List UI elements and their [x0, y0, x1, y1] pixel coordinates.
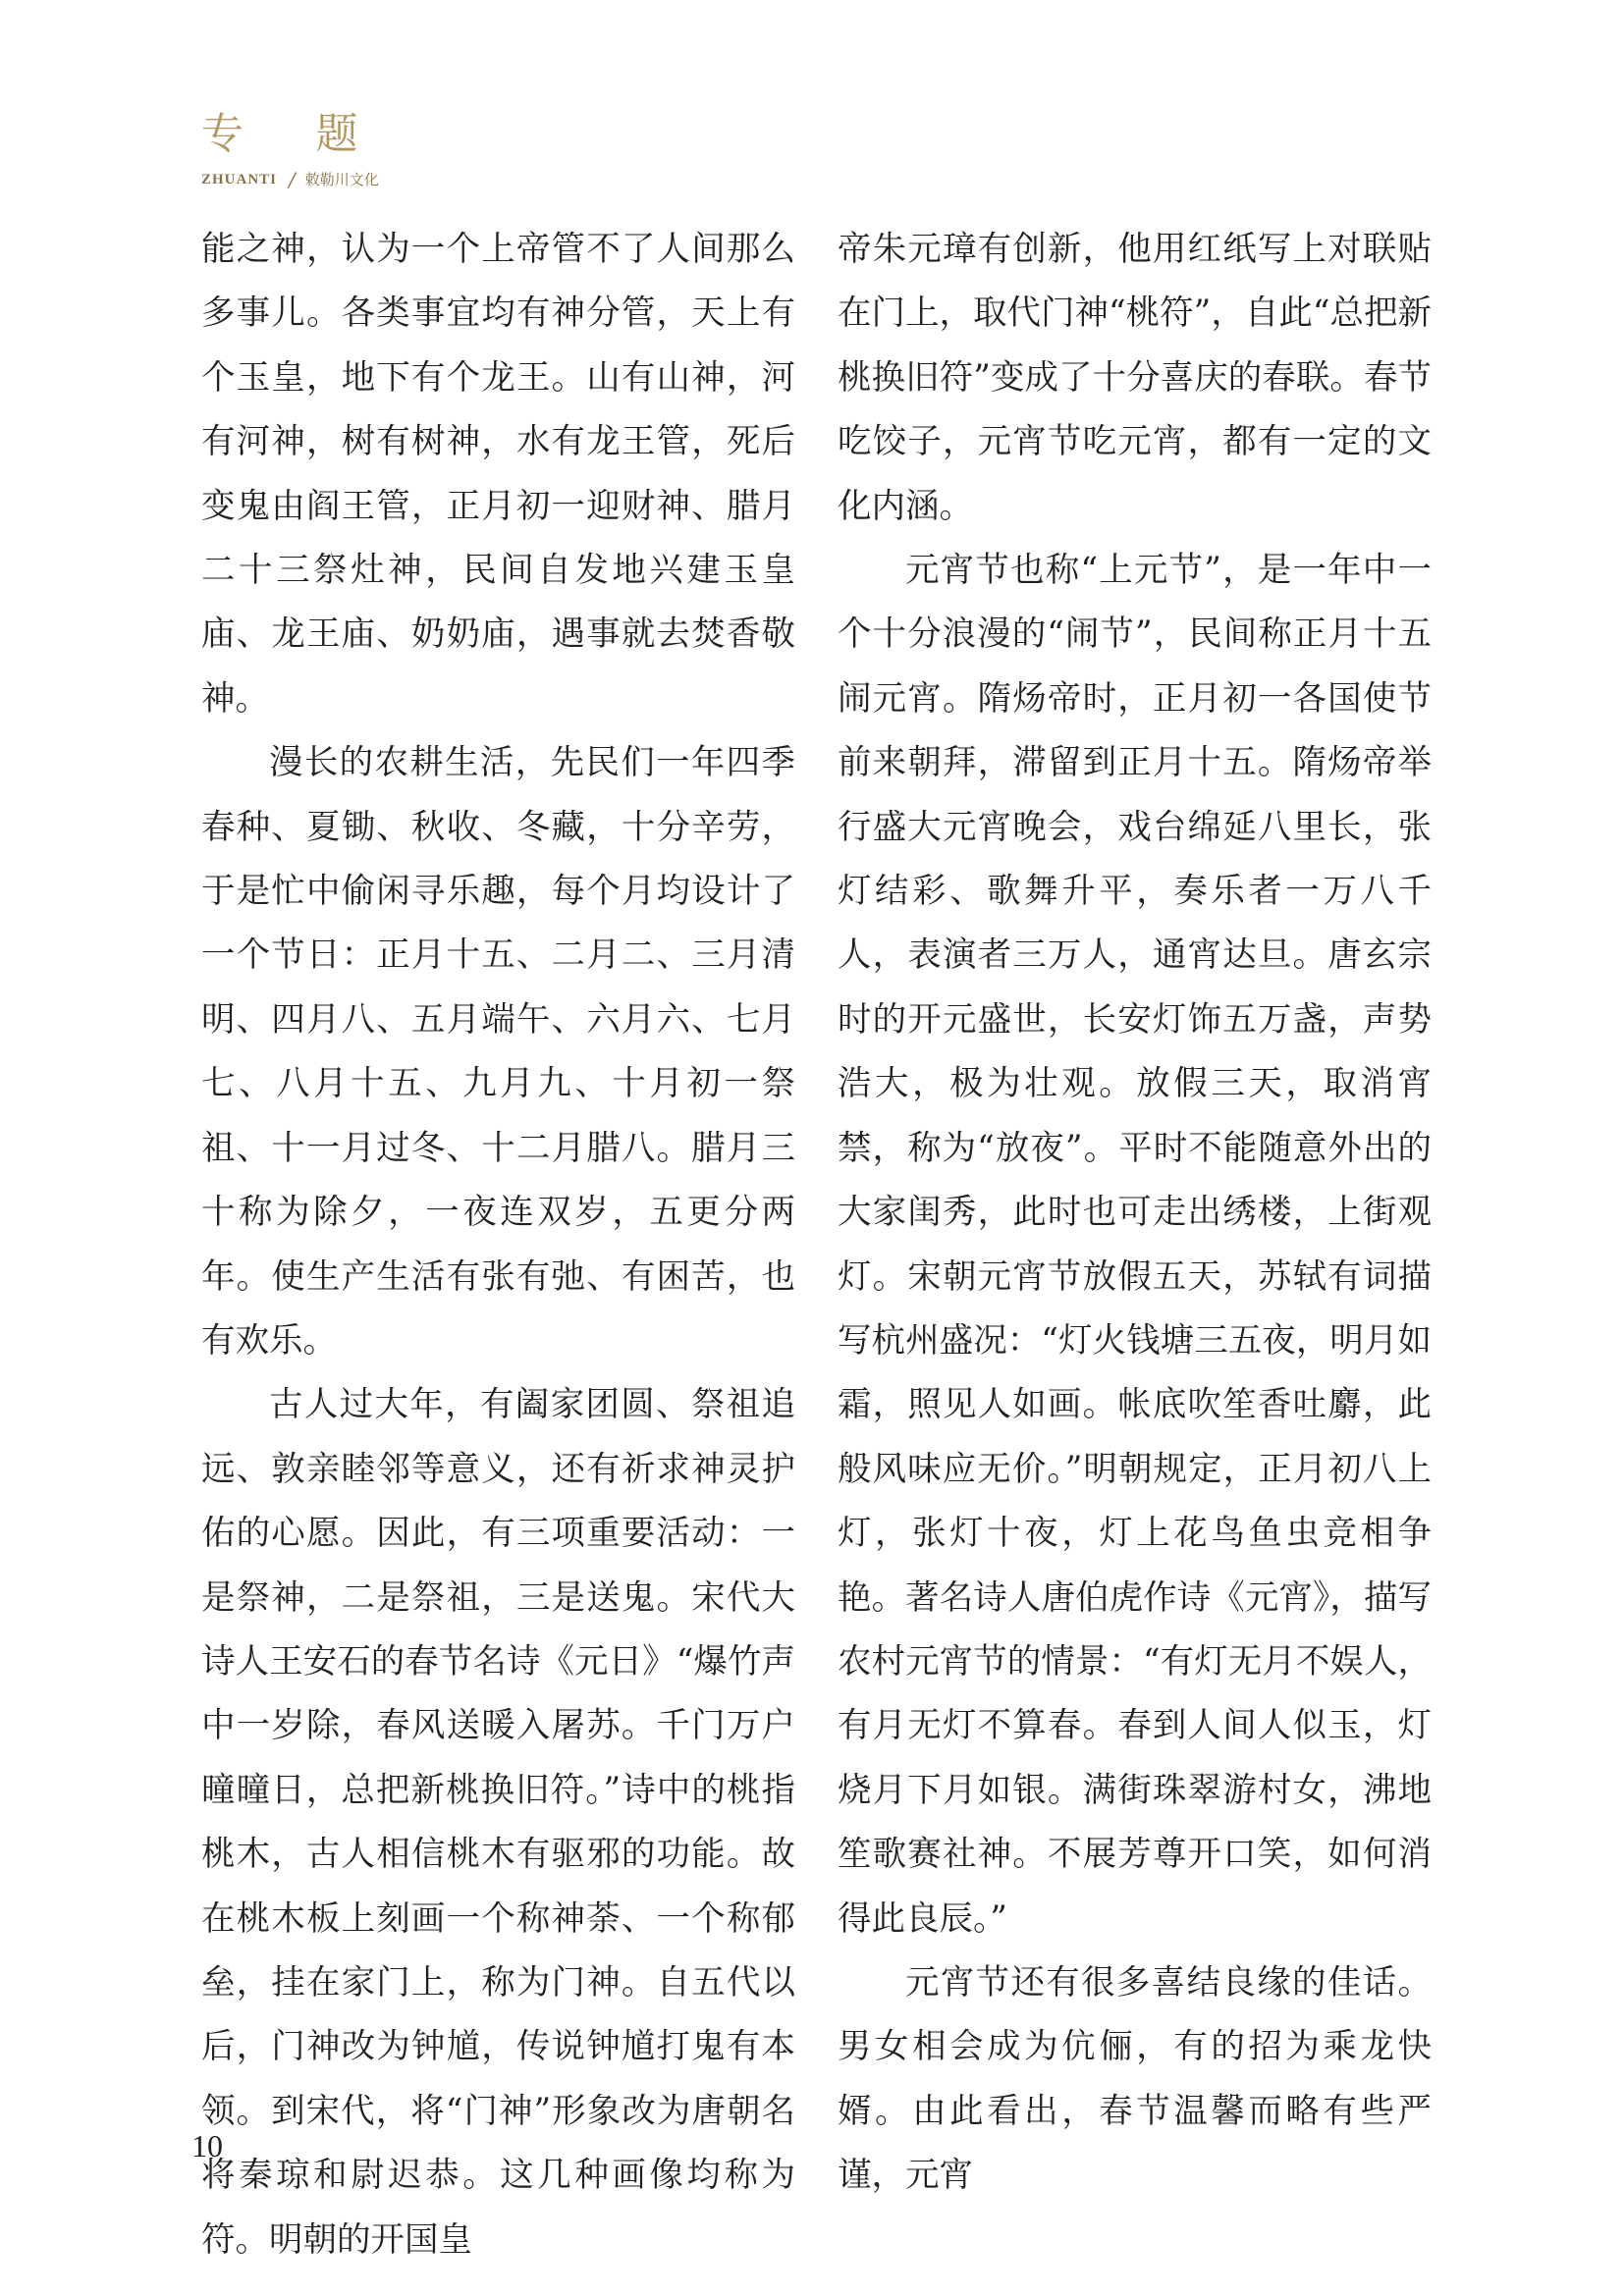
paragraph: 漫长的农耕生活，先民们一年四季春种、夏锄、秋收、冬藏，十分辛劳，于是忙中偷闲寻乐趣，每个月均设计了一个节日：正月十五、二月二、三月清明、四月八、五月端午、六月六、七月七、八月十五、九月九、十月初一祭祖、十一月过冬、十二月腊八。腊月三十称为除夕，一夜连双岁，五更分两年。使生产生活有张有弛、有困苦，也有欢乐。 — [201, 743, 795, 1361]
paragraph: 古人过大年，有阖家团圆、祭祖追远、敦亲睦邻等意义，还有祈求神灵护佑的心愿。因此，有三项重要活动：一是祭神，二是祭祖，三是送鬼。宋代大诗人王安石的春节名诗《元日》“爆竹声中一岁除，春风送暖入屠苏。千门万户曈曈日，总把新桃换旧符。”诗中的桃指桃木，古人相信桃木有驱邪的功能。故在桃木板上刻画一个称神荼、一个称郁垒，挂在家门上，称为门神。自五代以后，门神改为钟馗，传说钟馗打鬼有本领。到宋代，将“门神”形象改为唐朝名将秦琼和尉迟恭。这几种画像均称为符。明朝的开国皇 — [201, 1385, 795, 2260]
paragraph: 能之神，认为一个上帝管不了人间那么多事儿。各类事宜均有神分管，天上有个玉皇，地下有个龙王。山有山神，河有河神，树有树神，水有龙王管，死后变鬼由阎王管，正月初一迎财神、腊月二十三祭灶神，民间自发地兴建玉皇庙、龙王庙、奶奶庙，遇事就去焚香敬神。 — [201, 230, 795, 719]
left-text-column — [201, 218, 795, 2272]
page-header — [201, 110, 388, 191]
paragraph: 元宵节也称“上元节”，是一年中一个十分浪漫的“闹节”，民间称正月十五闹元宵。隋炀帝时，正月初一各国使节前来朝拜，滞留到正月十五。隋炀帝举行盛大元宵晚会，戏台绵延八里长，张灯结彩、歌舞升平，奏乐者一万八千人，表演者三万人，通宵达旦。唐玄宗时的开元盛世，长安灯饰五万盏，声势浩大，极为壮观。放假三天，取消宵禁，称为“放夜”。平时不能随意外出的大家闺秀，此时也可走出绣楼，上街观灯。宋朝元宵节放假五天，苏轼有词描写杭州盛况：“灯火钱塘三五夜，明月如霜，照见人如画。帐底吹笙香吐麝，此般风味应无价。”明朝规定，正月初八上灯，张灯十夜，灯上花鸟鱼虫竞相争艳。著名诗人唐伯虎作诗《元宵》，描写农村元宵节的情景：“有灯无月不娱人，有月无灯不算春。春到人间人似玉，灯烧月下月如银。满街珠翠游村女，沸地笙歌赛社神。不展芳尊开口笑，如何消得此良辰。” — [838, 551, 1432, 1939]
section-pinyin: ZHUANTI — [201, 171, 278, 187]
right-text-column — [838, 218, 1432, 2209]
header-separator: / — [289, 168, 296, 191]
paragraph: 元宵节还有很多喜结良缘的佳话。男女相会成为伉俪，有的招为乘龙快婿。由此看出，春节温馨而略有些严谨，元宵 — [838, 1962, 1432, 2196]
page-number: 10 — [191, 2128, 223, 2163]
column-name: 敕勒川文化 — [304, 170, 379, 188]
paragraph: 帝朱元璋有创新，他用红纸写上对联贴在门上，取代门神“桃符”，自此“总把新桃换旧符”变成了十分喜庆的春联。春节吃饺子，元宵节吃元宵，都有一定的文化内涵。 — [838, 230, 1432, 526]
section-subline — [201, 170, 388, 189]
section-title: 专 题 — [201, 110, 388, 159]
